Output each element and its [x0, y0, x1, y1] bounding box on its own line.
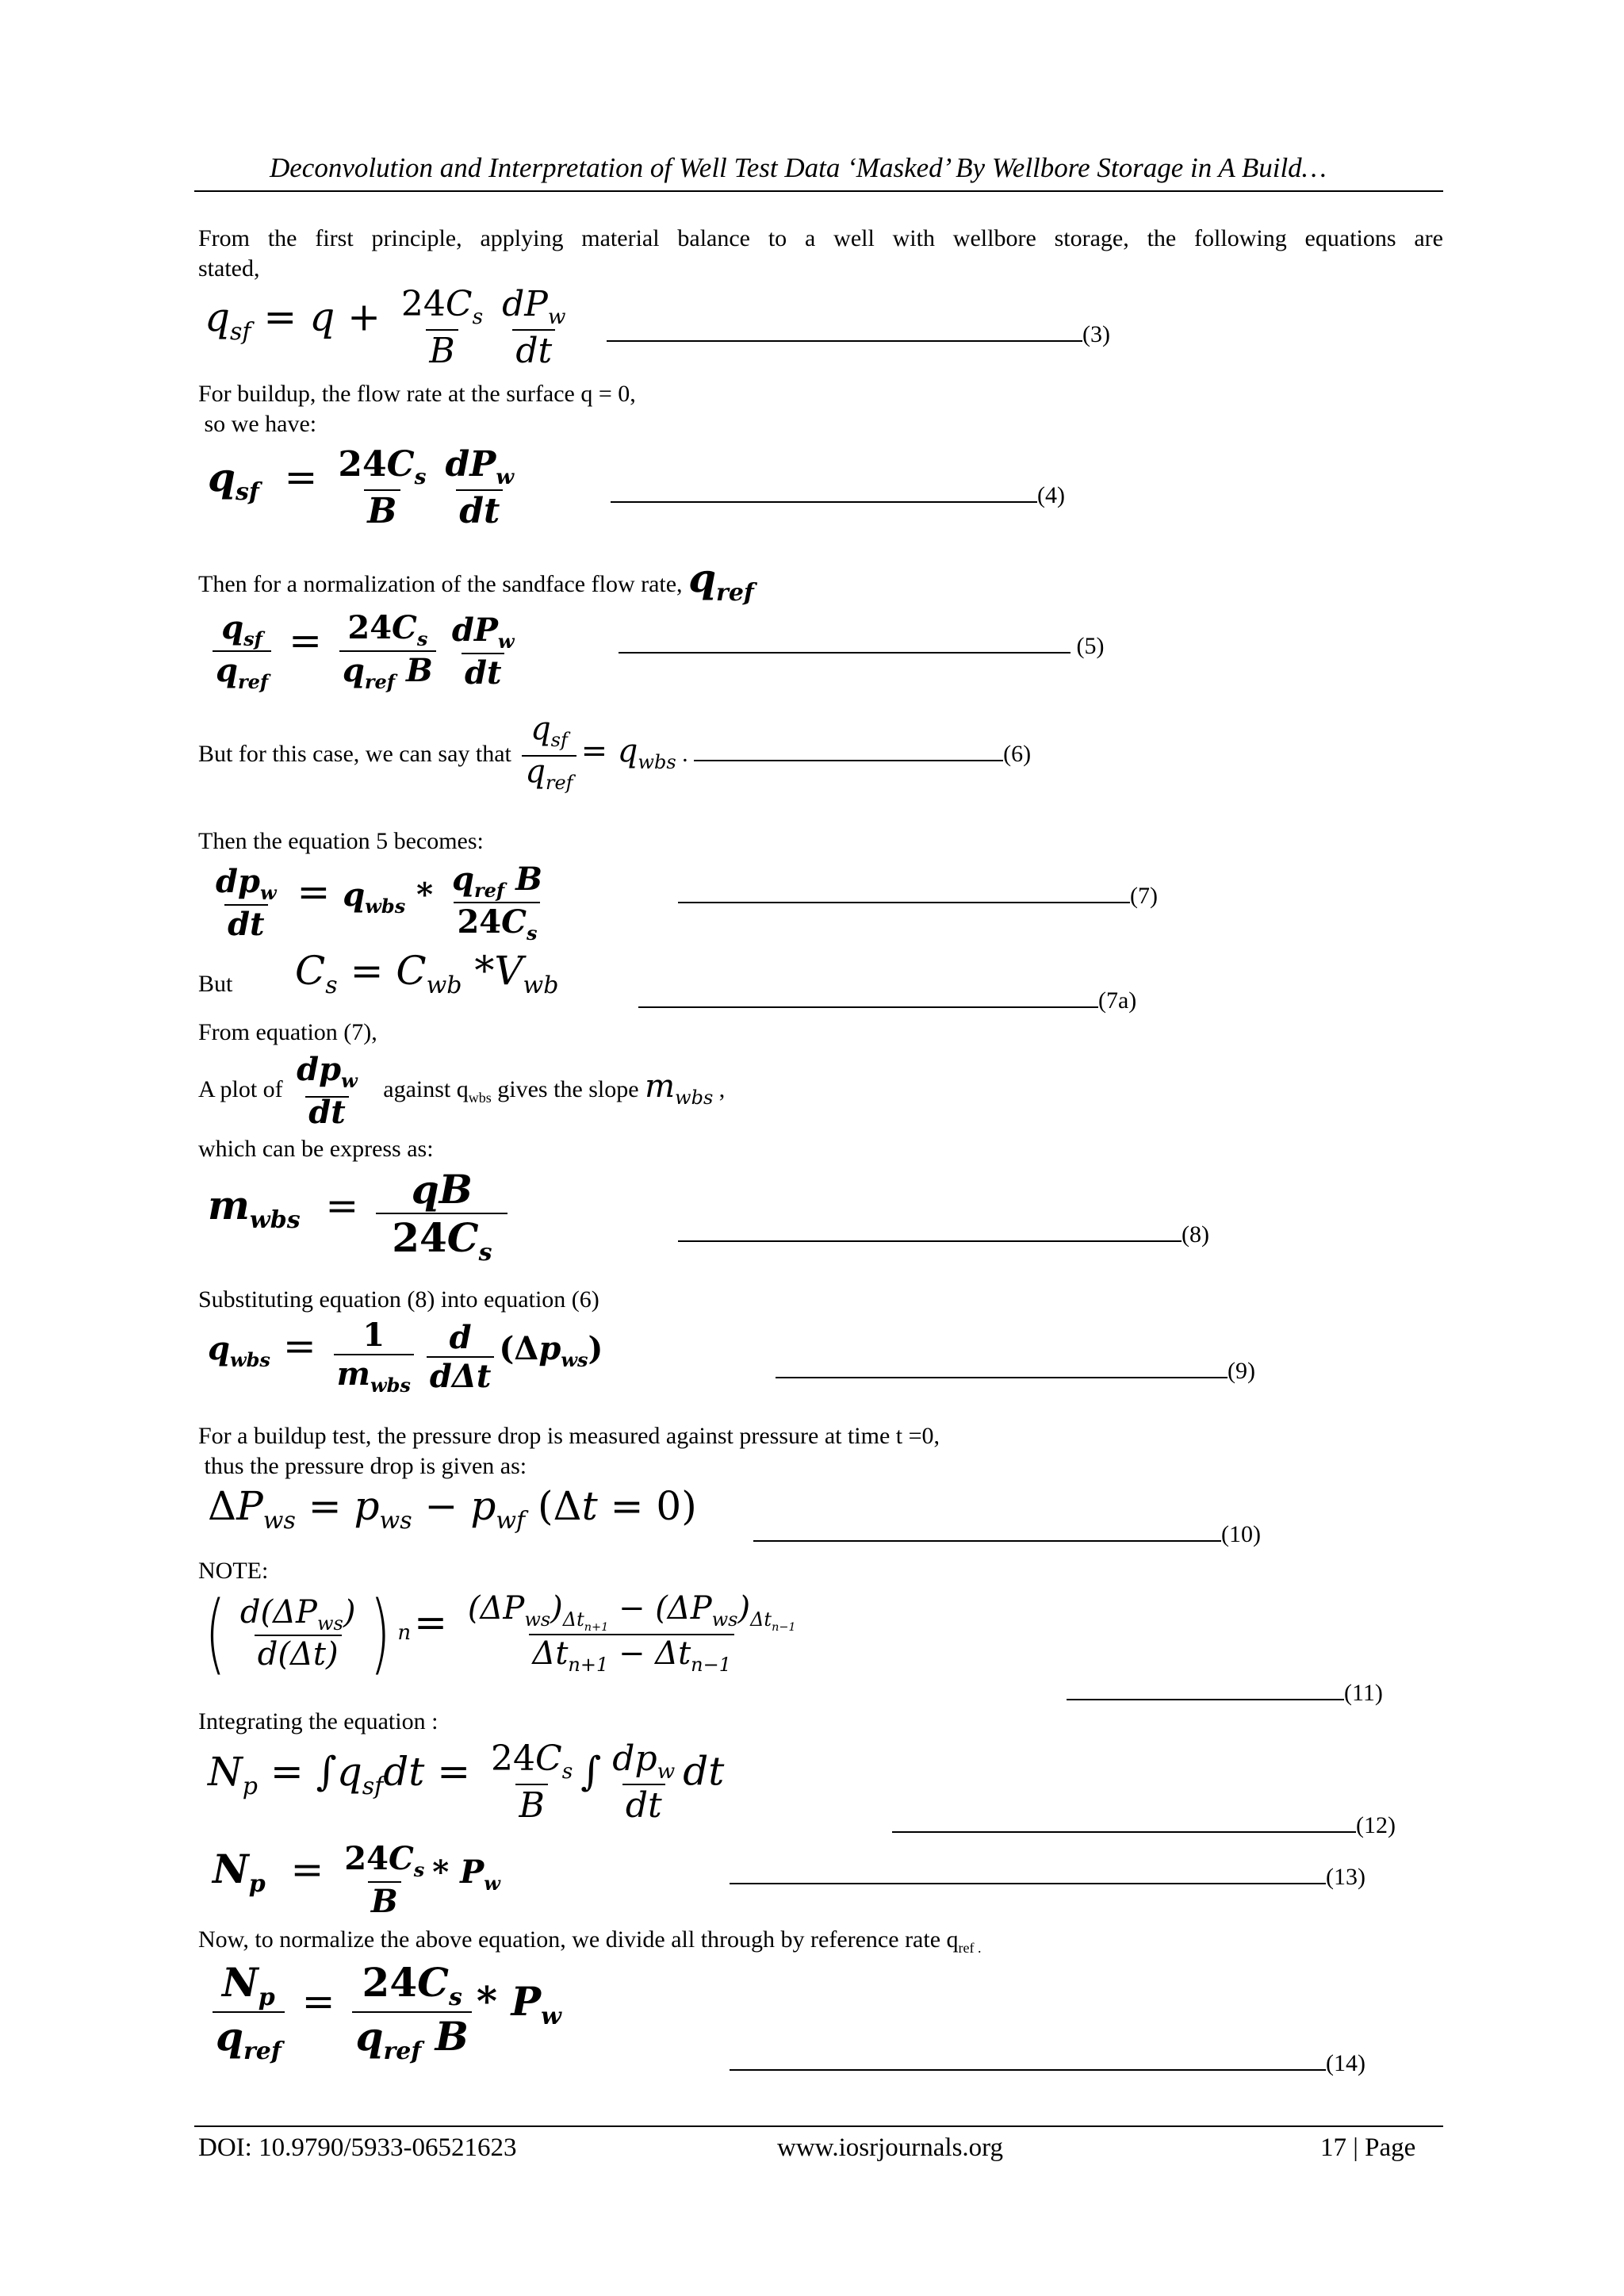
- footer-page: 17 | Page: [1320, 2133, 1416, 2162]
- equation-7-number: (7): [678, 883, 1158, 910]
- equation-10-number: (10): [753, 1521, 1261, 1548]
- equation-9-number: (9): [776, 1358, 1255, 1385]
- normalize-text: Now, to normalize the above equation, we divide all through by reference rate $q_{ref .}$: [198, 1926, 982, 1956]
- equation-4-number: (4): [611, 482, 1065, 509]
- equation-10: $\Delta P_{ws} = p_{ws} - p_{wf}$ (Δt = 0): [208, 1483, 697, 1535]
- equation-5: $\frac{q_{sf}}{q_{ref}}$ = $\frac{24C_s}{q_{ref} B}$ $\frac{dP_w}{dt}$: [208, 609, 523, 693]
- then-eq5-text: Then the equation 5 becomes:: [198, 828, 484, 854]
- normalization-text: Then for a normalization of the sandface flow rate, $q_{ref}$: [198, 554, 754, 607]
- header-rule: [194, 190, 1443, 192]
- equation-14-number: (14): [730, 2050, 1365, 2077]
- footer-site: www.iosrjournals.org: [777, 2133, 1004, 2162]
- equation-8: $m_{wbs}$ = $\frac{qB}{24C_s}$: [208, 1166, 512, 1267]
- equation-13-number: (13): [730, 1864, 1365, 1891]
- substituting-text: Substituting equation (8) into equation (6): [198, 1286, 599, 1313]
- equation-7: $\frac{dp_w}{dt}$ = $q_{wbs}$ * $\frac{q_{ref} B}{24C_s}$: [216, 861, 542, 945]
- equation-13: $N_p$ = $\frac{24C_s}{B}$ * $P_w$: [213, 1840, 500, 1920]
- equation-3: $q_{sf} = q$ + $\frac{24C_s}{B}$ $\frac{dP_w}{dt}$: [205, 284, 566, 371]
- running-header: Deconvolution and Interpretation of Well Test Data ‘Masked’ By Wellbore Storage in A Build…: [270, 152, 1327, 183]
- but-text: But: [198, 971, 233, 997]
- footer-doi: DOI: 10.9790/5933-06521623: [198, 2133, 517, 2162]
- intro-paragraph-line1: From the first principle, applying material balance to a well with wellbore storage, the following equations are: [198, 225, 1443, 251]
- footer-rule: [194, 2125, 1443, 2127]
- equation-14: $\frac{N_p}{q_{ref}}$ = $\frac{24C_s}{q_{ref} B}$ * $P_w$: [208, 1959, 561, 2065]
- buildup-test-line2: thus the pressure drop is given as:: [198, 1453, 527, 1479]
- equation-8-number: (8): [678, 1221, 1209, 1248]
- equation-6: But for this case, we can say that $\frac{q_{sf}}{q_{ref}}$ = $q_{wbs}$ . (6): [198, 714, 1031, 798]
- integrating-text: Integrating the equation :: [198, 1708, 439, 1734]
- equation-12: $N_p = \int q_{sf}dt$ = $\frac{24C_s}{B}$ ∫ $\frac{dp_w}{dt}$ dt: [208, 1738, 725, 1826]
- equation-3-number: (3): [607, 321, 1110, 348]
- buildup-line2: so we have:: [198, 411, 317, 437]
- equation-11-number: (11): [1067, 1680, 1383, 1707]
- equation-4: $q_{sf}$ = $\frac{24C_s}{B}$ $\frac{dP_w}{dt}$: [208, 444, 515, 531]
- equation-7a-number: (7a): [638, 987, 1136, 1014]
- buildup-test-line1: For a buildup test, the pressure drop is measured against pressure at time t =0,: [198, 1423, 940, 1449]
- plot-of-line: A plot of $\frac{dp_w}{dt}$ against $q_{wbs}$ gives the slope $m_{wbs}$ ,: [198, 1051, 726, 1131]
- from-eq7-text: From equation (7),: [198, 1019, 377, 1045]
- equation-11: ( $\frac{d(\Delta P_{ws})}{d(\Delta t)}$ ) $_n$ = $\frac{(\Delta P_{ws})_{\Delta t_{n+1}} - (\Delta P_{ws})_{\Delta t_{n-1}}}{\Delta t_{n+1} - \Delta t_{n-1}}$: [205, 1582, 796, 1684]
- buildup-line1: For buildup, the flow rate at the surface q = 0,: [198, 381, 636, 407]
- equation-9: $q_{wbs}$ = $\frac{1}{m_{wbs}}$ $\frac{d}{\text{dΔt}}$ $(\Delta p_{ws})$: [208, 1317, 603, 1397]
- equation-7a: $C_s = C_{wb}$ $*V_{wb}$: [295, 948, 559, 999]
- note-label: NOTE:: [198, 1558, 269, 1584]
- express-text: which can be express as:: [198, 1136, 434, 1162]
- equation-12-number: (12): [892, 1812, 1396, 1839]
- intro-paragraph-line2: stated,: [198, 255, 260, 282]
- equation-5-number: (5): [619, 633, 1104, 660]
